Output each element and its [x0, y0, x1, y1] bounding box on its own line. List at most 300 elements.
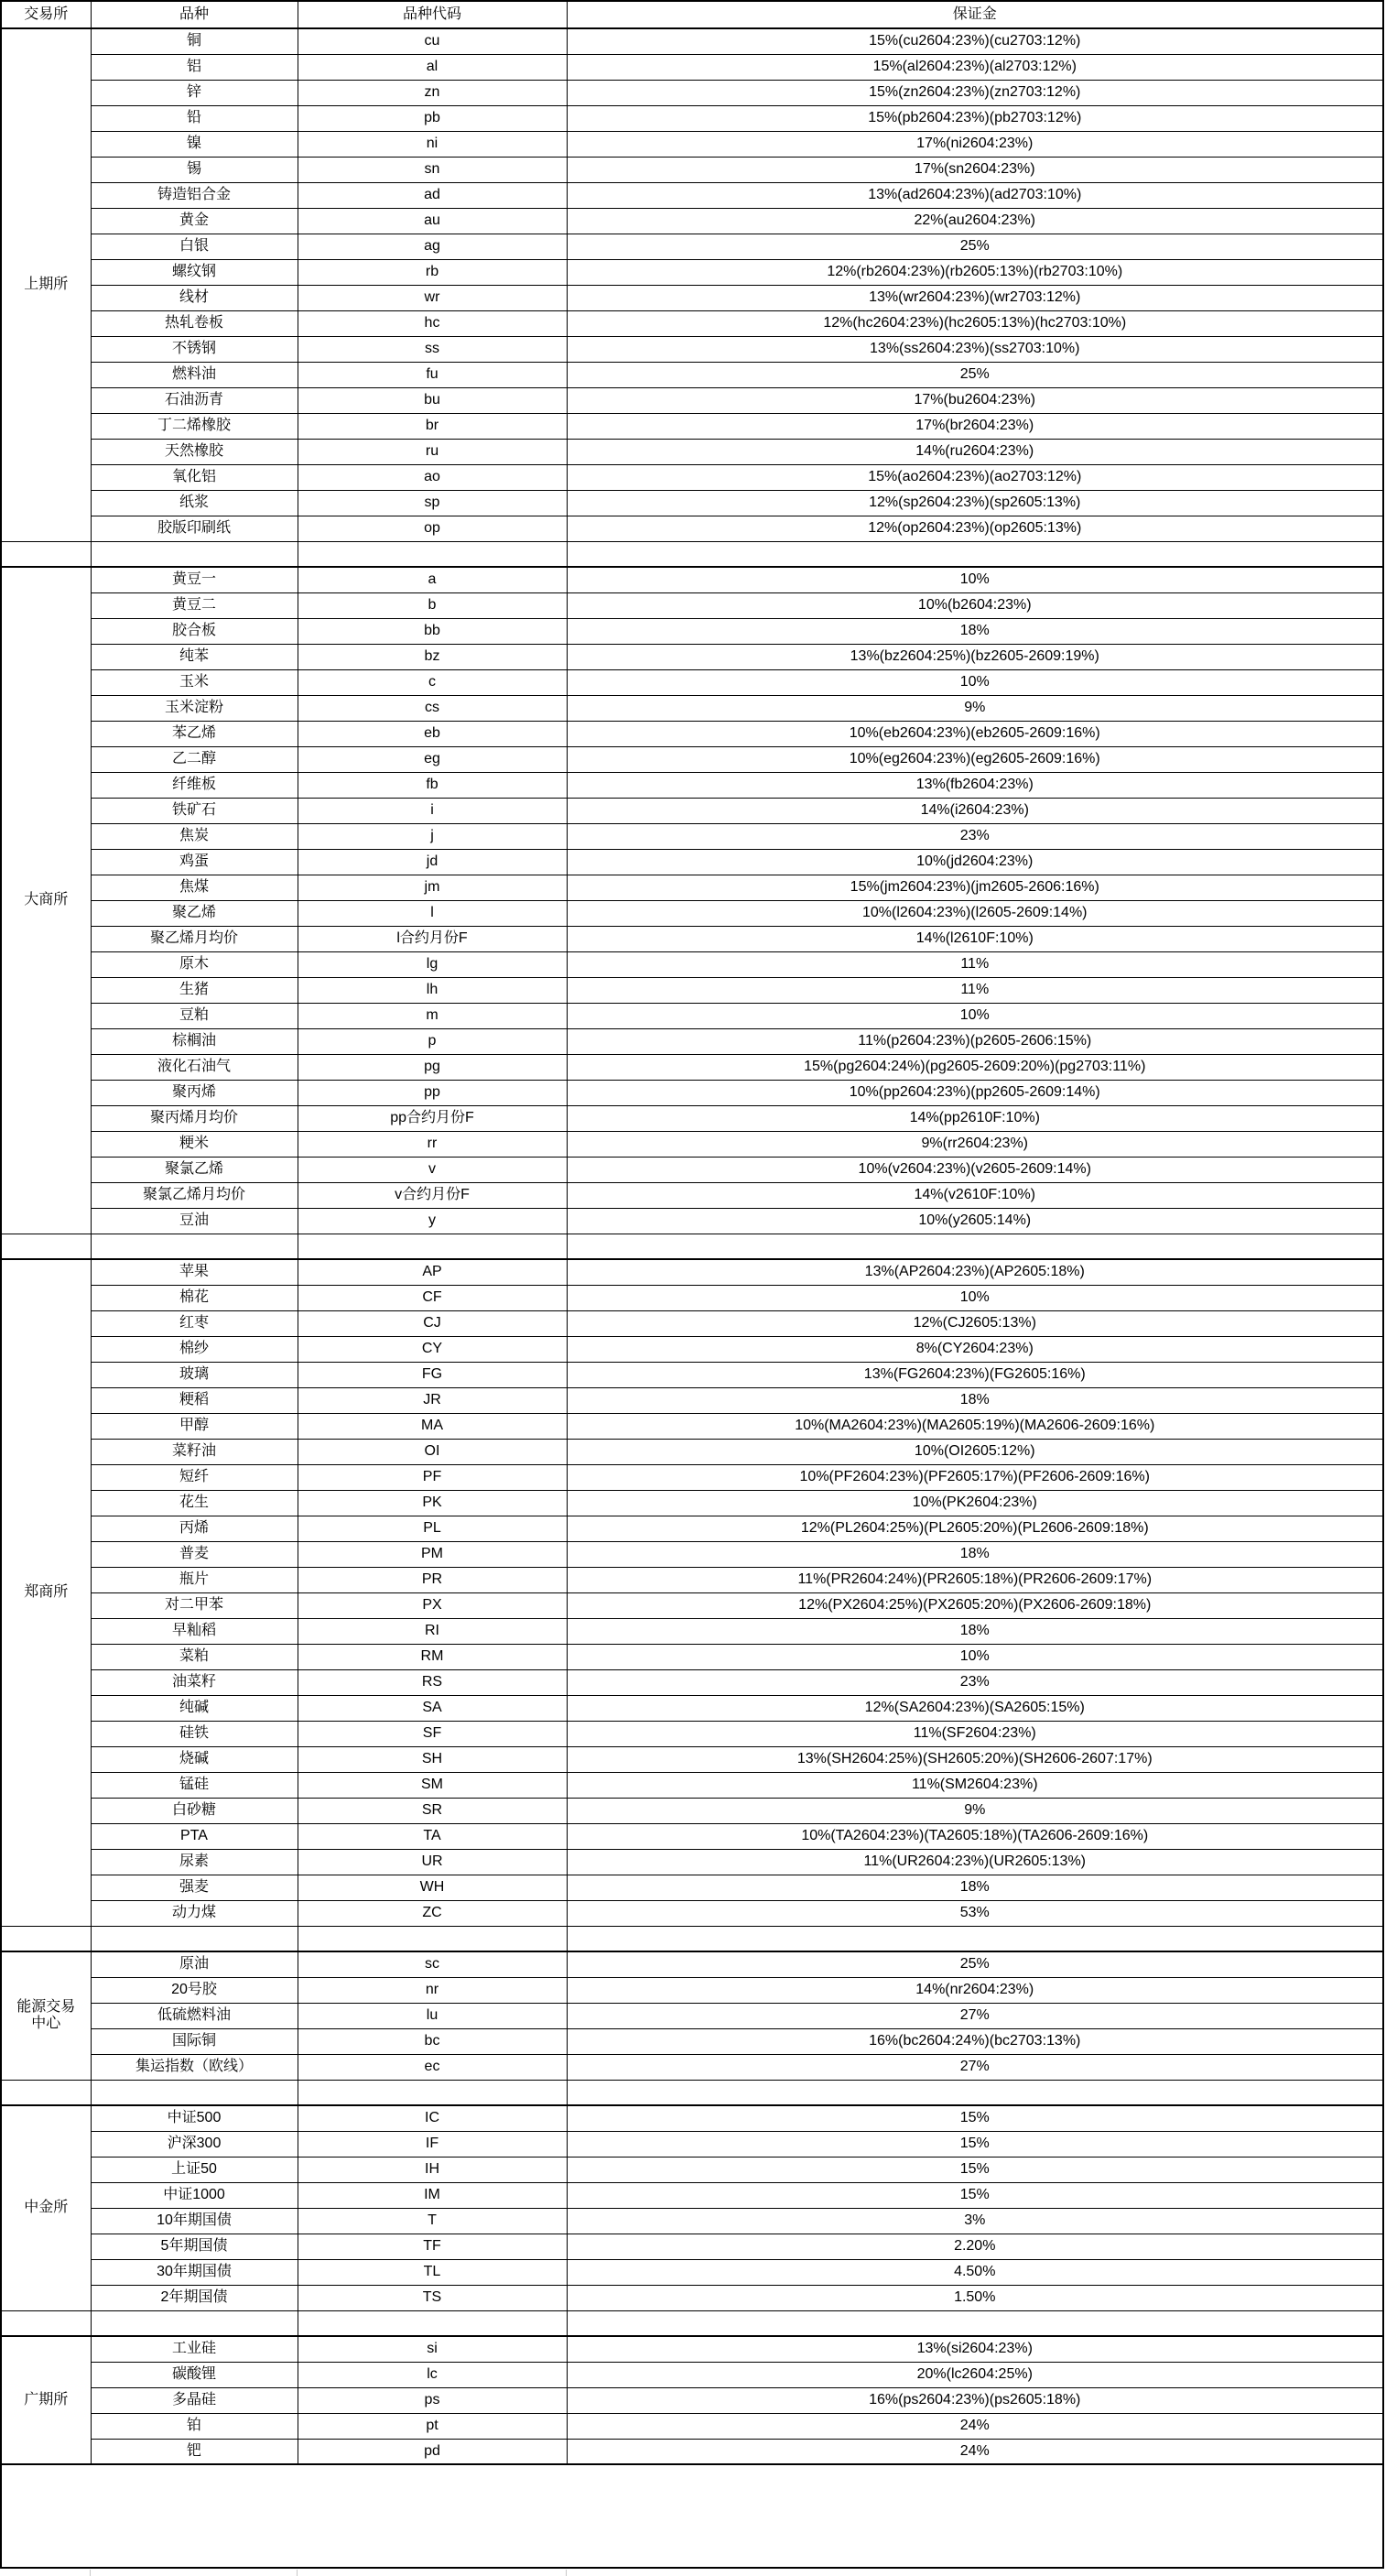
product-code-cell: au	[298, 208, 567, 234]
product-row	[1, 977, 1383, 1003]
product-code-cell: RS	[298, 1669, 567, 1695]
product-row	[1, 310, 1383, 336]
margin-cell: 10%	[567, 1285, 1383, 1310]
product-code-cell: m	[298, 1003, 567, 1028]
margin-cell: 20%(lc2604:25%)	[567, 2362, 1383, 2387]
product-row	[1, 2003, 1383, 2028]
product-row	[1, 1669, 1383, 1695]
margin-cell: 10%(PF2604:23%)(PF2605:17%)(PF2606-2609:16%)	[567, 1464, 1383, 1490]
product-row	[1, 798, 1383, 823]
product-row	[1, 875, 1383, 900]
product-name-cell: 不锈钢	[91, 336, 298, 362]
product-name-cell: 棉花	[91, 1285, 298, 1310]
product-name-cell: 上证50	[91, 2157, 298, 2182]
product-row	[1, 1951, 1383, 1977]
margin-cell: 14%(i2604:23%)	[567, 798, 1383, 823]
product-name-cell: 碳酸锂	[91, 2362, 298, 2387]
product-name-cell: 纸浆	[91, 490, 298, 516]
separator-cell	[567, 2310, 1383, 2336]
separator-cell	[298, 1234, 567, 1259]
product-code-cell: y	[298, 1208, 567, 1234]
product-name-cell: 铁矿石	[91, 798, 298, 823]
margin-cell: 25%	[567, 234, 1383, 259]
separator-cell	[567, 541, 1383, 567]
margin-cell: 18%	[567, 1541, 1383, 1567]
margin-cell: 11%	[567, 951, 1383, 977]
margin-cell: 10%(jd2604:23%)	[567, 849, 1383, 875]
product-code-cell: hc	[298, 310, 567, 336]
product-row	[1, 1541, 1383, 1567]
product-name-cell: 丁二烯橡胶	[91, 413, 298, 439]
product-code-cell: SR	[298, 1798, 567, 1823]
product-name-cell: 胶合板	[91, 618, 298, 644]
product-code-cell: op	[298, 516, 567, 541]
product-code-cell: i	[298, 798, 567, 823]
product-name-cell: 铝	[91, 54, 298, 80]
exchange-cell: 广期所	[1, 2336, 91, 2464]
margin-cell: 23%	[567, 823, 1383, 849]
product-row	[1, 1028, 1383, 1054]
product-code-cell: sp	[298, 490, 567, 516]
product-name-cell: 锰硅	[91, 1772, 298, 1798]
faint-gridline-stub	[90, 2570, 91, 2576]
product-name-cell: 油菜籽	[91, 1669, 298, 1695]
product-name-cell: 粳稻	[91, 1387, 298, 1413]
header-row	[1, 1, 1383, 28]
product-code-cell: WH	[298, 1875, 567, 1900]
product-row	[1, 1105, 1383, 1131]
product-code-cell: cu	[298, 28, 567, 54]
product-code-cell: sc	[298, 1951, 567, 1977]
margin-cell: 9%	[567, 1798, 1383, 1823]
product-code-cell: nr	[298, 1977, 567, 2003]
product-row	[1, 516, 1383, 541]
margin-cell: 22%(au2604:23%)	[567, 208, 1383, 234]
product-code-cell: pt	[298, 2413, 567, 2439]
product-code-cell: CF	[298, 1285, 567, 1310]
product-code-cell: sn	[298, 157, 567, 182]
product-name-cell: 镍	[91, 131, 298, 157]
product-name-cell: 液化石油气	[91, 1054, 298, 1080]
product-code-cell: bb	[298, 618, 567, 644]
product-name-cell: 聚氯乙烯月均价	[91, 1182, 298, 1208]
margin-cell: 16%(bc2604:24%)(bc2703:13%)	[567, 2028, 1383, 2054]
product-row	[1, 28, 1383, 54]
margin-cell: 12%(PL2604:25%)(PL2605:20%)(PL2606-2609:18%)	[567, 1516, 1383, 1541]
product-name-cell: 尿素	[91, 1849, 298, 1875]
product-name-cell: 聚乙烯	[91, 900, 298, 926]
product-row	[1, 1900, 1383, 1926]
product-row	[1, 2028, 1383, 2054]
product-row	[1, 464, 1383, 490]
exchange-cell: 大商所	[1, 567, 91, 1234]
product-name-cell: 30年期国债	[91, 2259, 298, 2285]
product-row	[1, 362, 1383, 387]
product-code-cell: ZC	[298, 1900, 567, 1926]
product-row	[1, 1413, 1383, 1439]
separator-cell	[298, 2080, 567, 2105]
product-name-cell: 苯乙烯	[91, 721, 298, 746]
product-row	[1, 926, 1383, 951]
margin-cell: 10%(b2604:23%)	[567, 592, 1383, 618]
product-row	[1, 439, 1383, 464]
product-row	[1, 2439, 1383, 2464]
product-row	[1, 1516, 1383, 1541]
product-code-cell: ad	[298, 182, 567, 208]
margin-cell: 18%	[567, 1387, 1383, 1413]
margin-cell: 12%(PX2604:25%)(PX2605:20%)(PX2606-2609:18%)	[567, 1592, 1383, 1618]
product-code-cell: rb	[298, 259, 567, 285]
product-code-cell: pb	[298, 105, 567, 131]
product-row	[1, 2259, 1383, 2285]
margin-cell: 10%(OI2605:12%)	[567, 1439, 1383, 1464]
margin-cell: 18%	[567, 1875, 1383, 1900]
product-name-cell: 工业硅	[91, 2336, 298, 2362]
product-row	[1, 1182, 1383, 1208]
product-name-cell: 聚乙烯月均价	[91, 926, 298, 951]
product-name-cell: 苹果	[91, 1259, 298, 1285]
separator-cell	[91, 1234, 298, 1259]
product-row	[1, 721, 1383, 746]
product-row	[1, 1567, 1383, 1592]
product-code-cell: si	[298, 2336, 567, 2362]
margin-cell: 25%	[567, 362, 1383, 387]
product-name-cell: 铜	[91, 28, 298, 54]
margin-cell: 15%(cu2604:23%)(cu2703:12%)	[567, 28, 1383, 54]
separator-cell	[1, 1926, 91, 1951]
margin-cell: 11%(UR2604:23%)(UR2605:13%)	[567, 1849, 1383, 1875]
header-code: 品种代码	[298, 1, 567, 28]
product-code-cell: PM	[298, 1541, 567, 1567]
product-name-cell: 菜籽油	[91, 1439, 298, 1464]
product-code-cell: TS	[298, 2285, 567, 2310]
product-code-cell: SH	[298, 1746, 567, 1772]
product-code-cell: TA	[298, 1823, 567, 1849]
margin-cell: 10%	[567, 1644, 1383, 1669]
product-name-cell: 原油	[91, 1951, 298, 1977]
product-name-cell: 玉米	[91, 669, 298, 695]
margin-cell: 17%(bu2604:23%)	[567, 387, 1383, 413]
product-row	[1, 567, 1383, 592]
product-row	[1, 1772, 1383, 1798]
product-row	[1, 54, 1383, 80]
product-name-cell: 强麦	[91, 1875, 298, 1900]
bottom-spacer-row	[1, 2464, 1383, 2568]
product-name-cell: 生猪	[91, 977, 298, 1003]
product-row	[1, 285, 1383, 310]
product-name-cell: 锌	[91, 80, 298, 105]
product-row	[1, 1131, 1383, 1157]
product-name-cell: 黄豆二	[91, 592, 298, 618]
product-code-cell: TF	[298, 2234, 567, 2259]
margin-cell: 10%	[567, 567, 1383, 592]
margin-cell: 11%	[567, 977, 1383, 1003]
product-code-cell: T	[298, 2208, 567, 2234]
product-row	[1, 1746, 1383, 1772]
product-name-cell: 铂	[91, 2413, 298, 2439]
product-row	[1, 618, 1383, 644]
margin-cell: 27%	[567, 2003, 1383, 2028]
header-margin: 保证金	[567, 1, 1383, 28]
product-name-cell: 纯苯	[91, 644, 298, 669]
margin-cell: 15%(zn2604:23%)(zn2703:12%)	[567, 80, 1383, 105]
product-code-cell: pp合约月份F	[298, 1105, 567, 1131]
separator-cell	[91, 541, 298, 567]
margin-cell: 12%(rb2604:23%)(rb2605:13%)(rb2703:10%)	[567, 259, 1383, 285]
product-name-cell: 胶版印刷纸	[91, 516, 298, 541]
product-name-cell: 聚氯乙烯	[91, 1157, 298, 1182]
product-code-cell: wr	[298, 285, 567, 310]
margin-cell: 12%(op2604:23%)(op2605:13%)	[567, 516, 1383, 541]
product-code-cell: l	[298, 900, 567, 926]
product-name-cell: 鸡蛋	[91, 849, 298, 875]
product-code-cell: OI	[298, 1439, 567, 1464]
product-name-cell: 纤维板	[91, 772, 298, 798]
product-name-cell: 乙二醇	[91, 746, 298, 772]
product-row	[1, 182, 1383, 208]
margin-cell: 14%(ru2604:23%)	[567, 439, 1383, 464]
product-code-cell: SM	[298, 1772, 567, 1798]
margin-cell: 15%(pg2604:24%)(pg2605-2609:20%)(pg2703:11%)	[567, 1054, 1383, 1080]
margin-cell: 10%(eg2604:23%)(eg2605-2609:16%)	[567, 746, 1383, 772]
product-row	[1, 1362, 1383, 1387]
margin-cell: 14%(nr2604:23%)	[567, 1977, 1383, 2003]
product-row	[1, 849, 1383, 875]
product-name-cell: 低硫燃料油	[91, 2003, 298, 2028]
product-row	[1, 1823, 1383, 1849]
separator-cell	[1, 2310, 91, 2336]
margin-cell: 27%	[567, 2054, 1383, 2080]
exchange-cell: 上期所	[1, 28, 91, 541]
product-name-cell: 棉纱	[91, 1336, 298, 1362]
product-name-cell: 氧化铝	[91, 464, 298, 490]
product-name-cell: 丙烯	[91, 1516, 298, 1541]
product-name-cell: 铸造铝合金	[91, 182, 298, 208]
product-name-cell: 钯	[91, 2439, 298, 2464]
product-code-cell: v	[298, 1157, 567, 1182]
product-code-cell: IC	[298, 2105, 567, 2131]
product-row	[1, 695, 1383, 721]
header-exchange: 交易所	[1, 1, 91, 28]
product-name-cell: 豆粕	[91, 1003, 298, 1028]
margin-cell: 10%(PK2604:23%)	[567, 1490, 1383, 1516]
separator-cell	[567, 1926, 1383, 1951]
margin-cell: 1.50%	[567, 2285, 1383, 2310]
product-row	[1, 2182, 1383, 2208]
margin-cell: 13%(fb2604:23%)	[567, 772, 1383, 798]
product-row	[1, 131, 1383, 157]
product-code-cell: bz	[298, 644, 567, 669]
product-code-cell: AP	[298, 1259, 567, 1285]
separator-cell	[1, 1234, 91, 1259]
margin-cell: 17%(ni2604:23%)	[567, 131, 1383, 157]
margin-cell: 10%(l2604:23%)(l2605-2609:14%)	[567, 900, 1383, 926]
margin-cell: 13%(ss2604:23%)(ss2703:10%)	[567, 336, 1383, 362]
product-code-cell: PK	[298, 1490, 567, 1516]
product-row	[1, 1387, 1383, 1413]
product-name-cell: 甲醇	[91, 1413, 298, 1439]
product-code-cell: bu	[298, 387, 567, 413]
product-name-cell: 短纤	[91, 1464, 298, 1490]
product-row	[1, 1310, 1383, 1336]
separator-cell	[91, 2080, 298, 2105]
product-code-cell: CJ	[298, 1310, 567, 1336]
product-name-cell: 铅	[91, 105, 298, 131]
margin-cell: 15%(pb2604:23%)(pb2703:12%)	[567, 105, 1383, 131]
product-row	[1, 772, 1383, 798]
product-row	[1, 1336, 1383, 1362]
product-row	[1, 2336, 1383, 2362]
margin-cell: 4.50%	[567, 2259, 1383, 2285]
product-code-cell: eg	[298, 746, 567, 772]
product-row	[1, 669, 1383, 695]
margin-cell: 12%(sp2604:23%)(sp2605:13%)	[567, 490, 1383, 516]
product-row	[1, 2131, 1383, 2157]
product-code-cell: eb	[298, 721, 567, 746]
product-row	[1, 105, 1383, 131]
product-name-cell: 热轧卷板	[91, 310, 298, 336]
product-name-cell: 中证500	[91, 2105, 298, 2131]
product-code-cell: pg	[298, 1054, 567, 1080]
margin-cell: 12%(hc2604:23%)(hc2605:13%)(hc2703:10%)	[567, 310, 1383, 336]
product-name-cell: 瓶片	[91, 1567, 298, 1592]
product-name-cell: 原木	[91, 951, 298, 977]
product-row	[1, 2105, 1383, 2131]
product-row	[1, 1695, 1383, 1721]
product-row	[1, 951, 1383, 977]
product-name-cell: 黄金	[91, 208, 298, 234]
product-name-cell: 集运指数（欧线）	[91, 2054, 298, 2080]
exchange-cell: 郑商所	[1, 1259, 91, 1926]
product-name-cell: 菜粕	[91, 1644, 298, 1669]
product-row	[1, 387, 1383, 413]
product-row	[1, 1003, 1383, 1028]
product-code-cell: jd	[298, 849, 567, 875]
product-row	[1, 1618, 1383, 1644]
product-row	[1, 1208, 1383, 1234]
faint-gridline-stub	[297, 2570, 298, 2576]
margin-cell: 15%	[567, 2131, 1383, 2157]
product-row	[1, 823, 1383, 849]
margin-cell: 8%(CY2604:23%)	[567, 1336, 1383, 1362]
product-code-cell: cs	[298, 695, 567, 721]
product-row	[1, 1439, 1383, 1464]
product-name-cell: 10年期国债	[91, 2208, 298, 2234]
product-code-cell: fu	[298, 362, 567, 387]
faint-gridline-stub	[566, 2570, 567, 2576]
product-code-cell: p	[298, 1028, 567, 1054]
margin-cell: 12%(CJ2605:13%)	[567, 1310, 1383, 1336]
product-name-cell: 硅铁	[91, 1721, 298, 1746]
margin-cell: 10%(MA2604:23%)(MA2605:19%)(MA2606-2609:16%)	[567, 1413, 1383, 1439]
product-row	[1, 1054, 1383, 1080]
product-name-cell: 白砂糖	[91, 1798, 298, 1823]
margin-cell: 10%(v2604:23%)(v2605-2609:14%)	[567, 1157, 1383, 1182]
margin-cell: 11%(SM2604:23%)	[567, 1772, 1383, 1798]
separator-cell	[91, 1926, 298, 1951]
product-row	[1, 1259, 1383, 1285]
product-name-cell: 20号胶	[91, 1977, 298, 2003]
product-name-cell: 2年期国债	[91, 2285, 298, 2310]
margin-cell: 9%	[567, 695, 1383, 721]
separator-row	[1, 1926, 1383, 1951]
margin-cell: 11%(p2604:23%)(p2605-2606:15%)	[567, 1028, 1383, 1054]
product-code-cell: JR	[298, 1387, 567, 1413]
margin-cell: 15%	[567, 2157, 1383, 2182]
product-name-cell: 石油沥青	[91, 387, 298, 413]
product-code-cell: PX	[298, 1592, 567, 1618]
margin-cell: 24%	[567, 2413, 1383, 2439]
product-name-cell: 焦炭	[91, 823, 298, 849]
product-row	[1, 1875, 1383, 1900]
margin-cell: 24%	[567, 2439, 1383, 2464]
margin-cell: 15%(al2604:23%)(al2703:12%)	[567, 54, 1383, 80]
product-name-cell: 焦煤	[91, 875, 298, 900]
product-row	[1, 157, 1383, 182]
bottom-spacer-cell	[1, 2464, 1383, 2568]
product-code-cell: b	[298, 592, 567, 618]
margin-cell: 12%(SA2604:23%)(SA2605:15%)	[567, 1695, 1383, 1721]
product-row	[1, 2362, 1383, 2387]
separator-row	[1, 2080, 1383, 2105]
product-code-cell: fb	[298, 772, 567, 798]
margin-cell: 53%	[567, 1900, 1383, 1926]
product-name-cell: 对二甲苯	[91, 1592, 298, 1618]
product-row	[1, 644, 1383, 669]
separator-cell	[298, 2310, 567, 2336]
product-row	[1, 2157, 1383, 2182]
product-code-cell: ao	[298, 464, 567, 490]
margin-cell: 13%(SH2604:25%)(SH2605:20%)(SH2606-2607:17%)	[567, 1746, 1383, 1772]
product-row	[1, 1157, 1383, 1182]
product-code-cell: MA	[298, 1413, 567, 1439]
product-row	[1, 1849, 1383, 1875]
product-code-cell: UR	[298, 1849, 567, 1875]
product-name-cell: 纯碱	[91, 1695, 298, 1721]
margin-cell: 13%(AP2604:23%)(AP2605:18%)	[567, 1259, 1383, 1285]
product-row	[1, 2208, 1383, 2234]
product-code-cell: a	[298, 567, 567, 592]
product-name-cell: 普麦	[91, 1541, 298, 1567]
product-name-cell: 动力煤	[91, 1900, 298, 1926]
product-code-cell: IM	[298, 2182, 567, 2208]
product-row	[1, 2234, 1383, 2259]
margin-cell: 14%(pp2610F:10%)	[567, 1105, 1383, 1131]
product-code-cell: ps	[298, 2387, 567, 2413]
margin-cell: 18%	[567, 618, 1383, 644]
product-code-cell: pp	[298, 1080, 567, 1105]
margin-cell: 16%(ps2604:23%)(ps2605:18%)	[567, 2387, 1383, 2413]
product-name-cell: 红枣	[91, 1310, 298, 1336]
product-row	[1, 2054, 1383, 2080]
product-code-cell: rr	[298, 1131, 567, 1157]
product-row	[1, 1490, 1383, 1516]
product-row	[1, 336, 1383, 362]
product-name-cell: 国际铜	[91, 2028, 298, 2054]
product-name-cell: 沪深300	[91, 2131, 298, 2157]
margin-cell: 13%(wr2604:23%)(wr2703:12%)	[567, 285, 1383, 310]
exchange-cell: 能源交易中心	[1, 1951, 91, 2080]
margin-cell: 9%(rr2604:23%)	[567, 1131, 1383, 1157]
margin-cell: 10%(y2605:14%)	[567, 1208, 1383, 1234]
margin-cell: 11%(PR2604:24%)(PR2605:18%)(PR2606-2609:17%)	[567, 1567, 1383, 1592]
product-row	[1, 1798, 1383, 1823]
separator-cell	[298, 1926, 567, 1951]
product-row	[1, 1592, 1383, 1618]
separator-row	[1, 2310, 1383, 2336]
product-code-cell: br	[298, 413, 567, 439]
product-code-cell: ec	[298, 2054, 567, 2080]
